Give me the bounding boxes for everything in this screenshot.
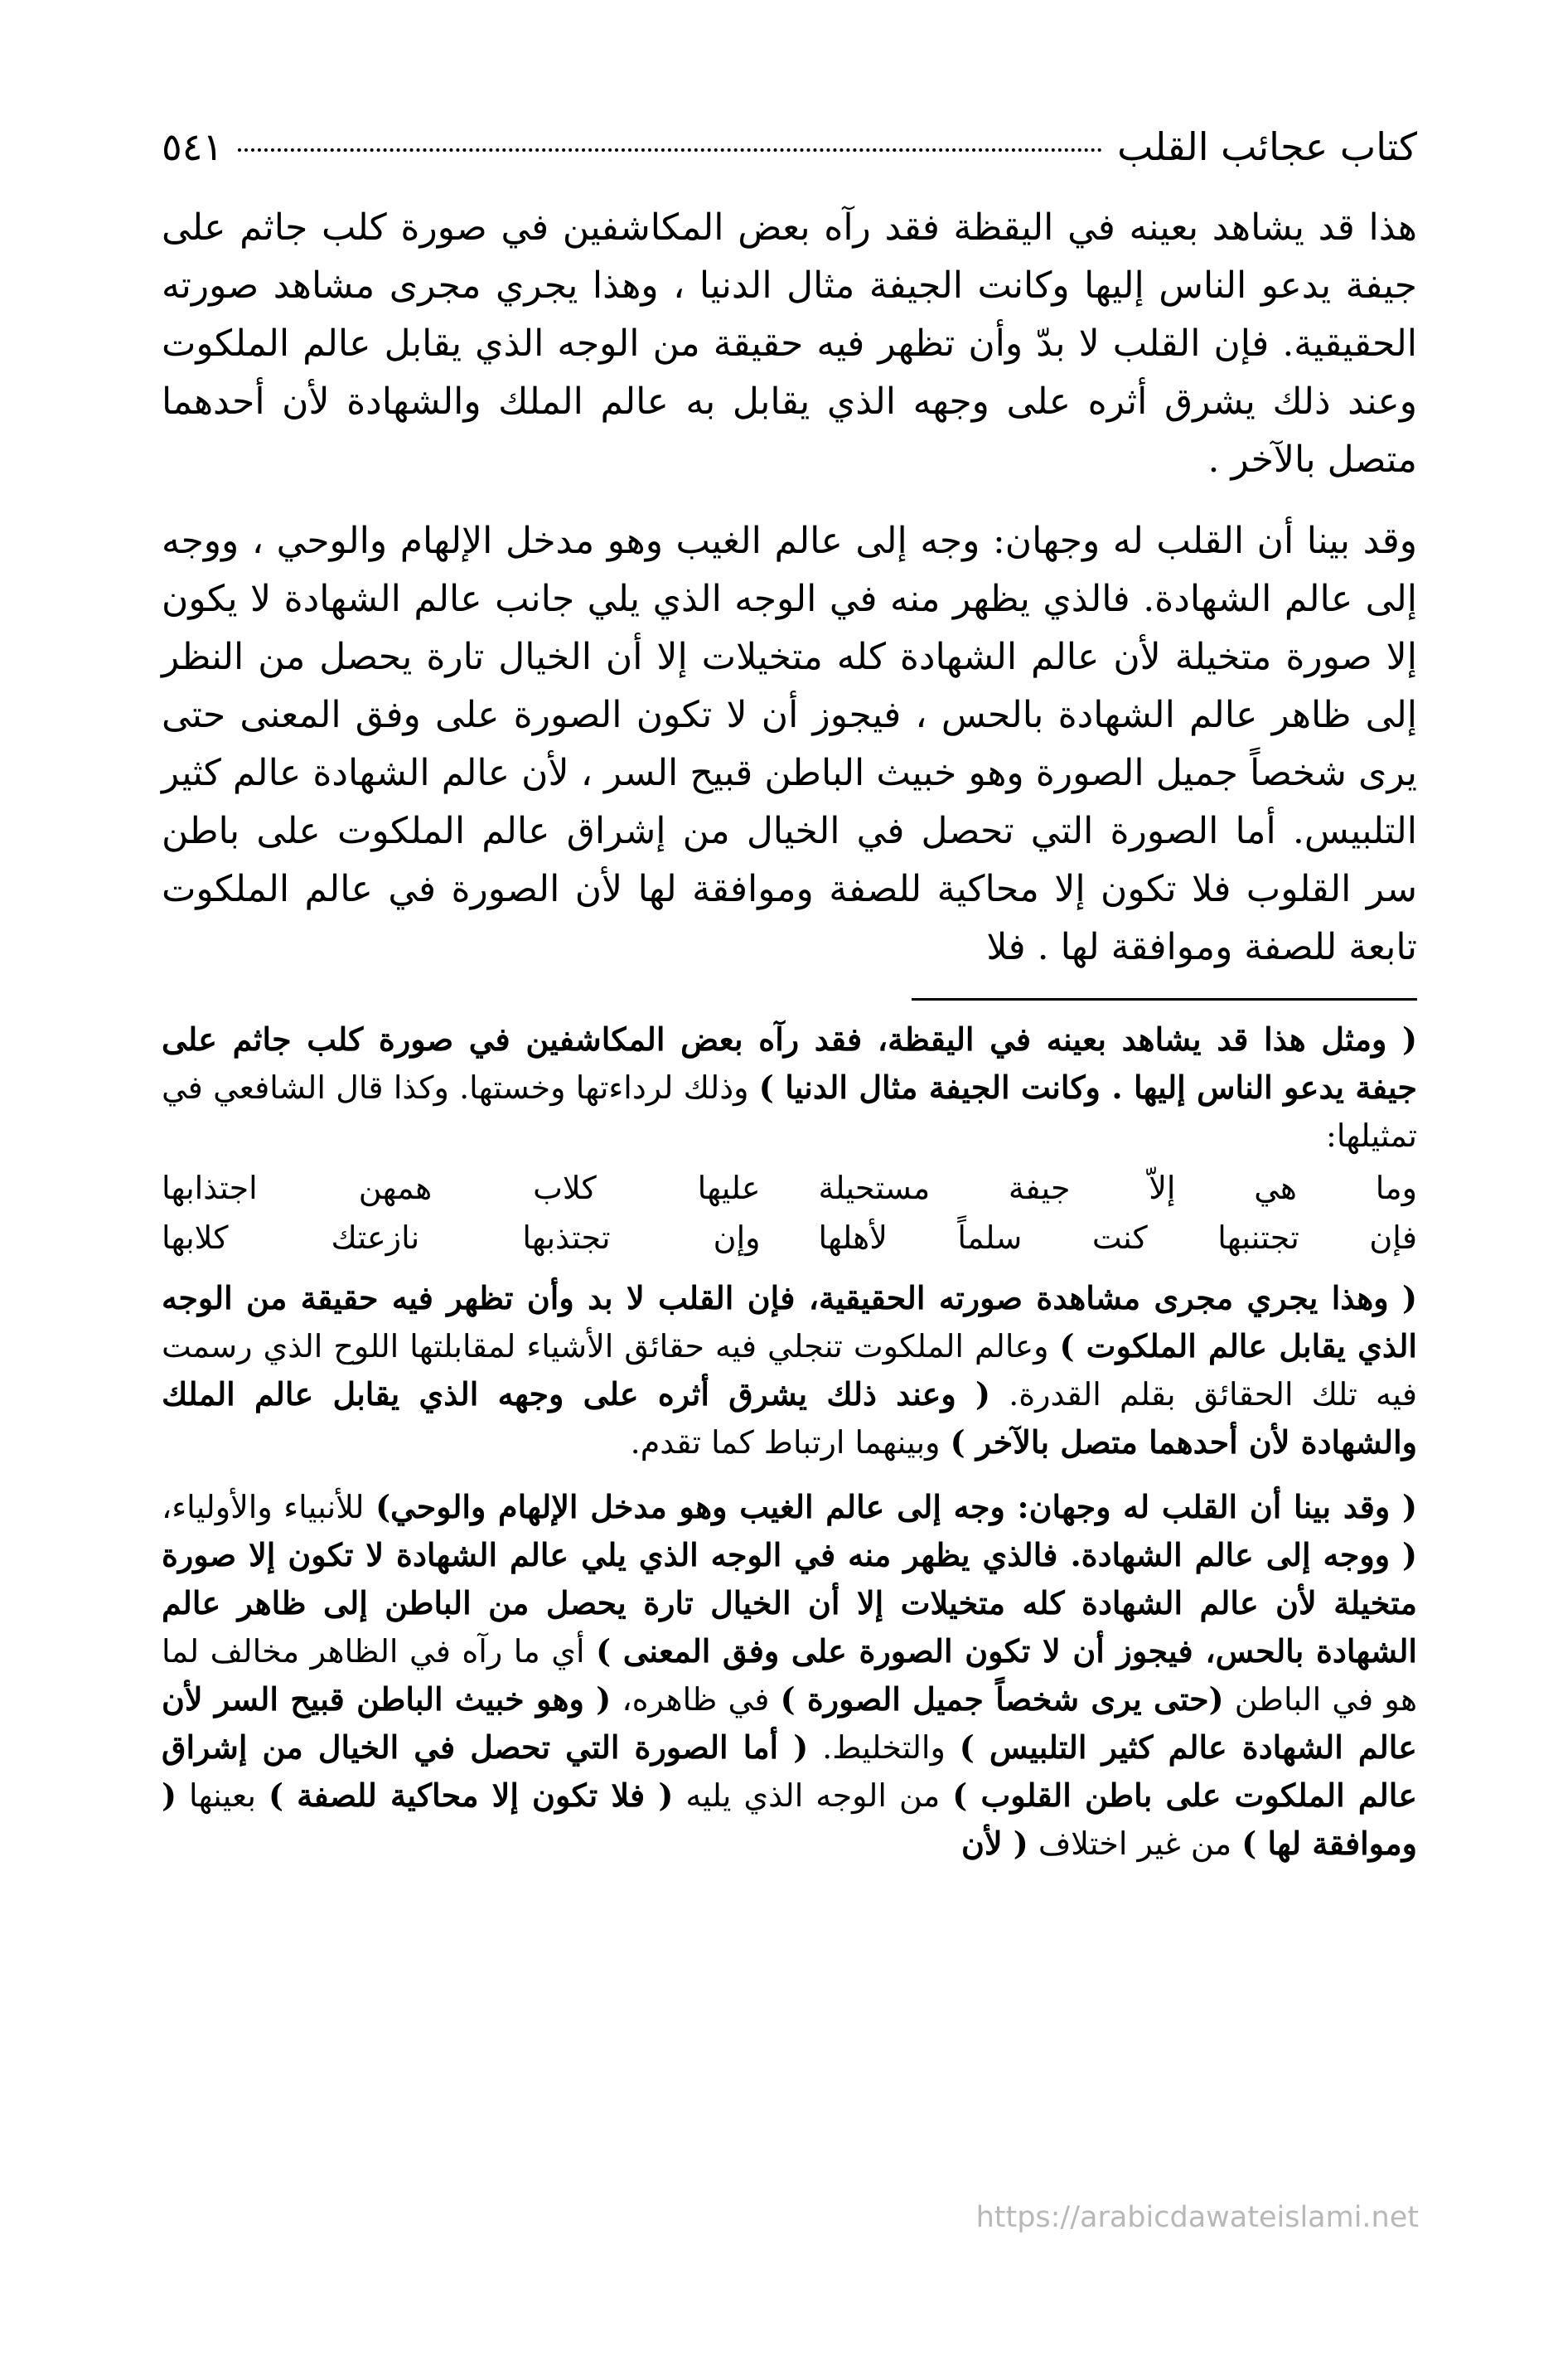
poem-line-2-first-hemistich: فإن تجتنبها كنت سلماً لأهلها (818, 1219, 1417, 1256)
book-page (162, 124, 1417, 1868)
commentary-paragraph-3 (162, 1483, 1417, 1868)
commentary (162, 1015, 1417, 1868)
page-number: ٥٤١ (162, 124, 224, 169)
poem-line-1-second-hemistich: عليها كلاب همهن اجتذابها (162, 1170, 761, 1206)
main-text (162, 199, 1417, 977)
main-paragraph-2: وقد بينا أن القلب له وجهان: وجه إلى عالم الغيب وهو مدخل الإلهام والوحي ، ووجه إلى عالم الشهادة. فالذي يظهر منه في الوجه الذي يلي جانب عالم الشهادة لا يكون إلا صورة متخيلة لأن عالم الشهادة كله متخيلات إلا أن الخيال تارة يحصل من النظر إلى ظاهر عالم الشهادة بالحس ، فيجوز أن لا تكون الصورة على وفق المعنى حتى يرى شخصاً جميل الصورة وهو خبيث الباطن قبيح السر ، لأن عالم الشهادة عالم كثير التلبيس. أما الصورة التي تحصل في الخيال من إشراق عالم الملكوت على باطن سر القلوب فلا تكون إلا محاكية للصفة وموافقة لها لأن الصورة في عالم الملكوت تابعة للصفة وموافقة لها . فلا (162, 520, 1417, 968)
commentary-text: وذلك لرداءتها وخستها. وكذا قال الشافعي في تمثيلها: (162, 1069, 1417, 1154)
commentary-text: في ظاهره، (611, 1681, 781, 1718)
quoted-text: (حتى يرى شخصاً جميل الصورة ) (780, 1680, 1224, 1718)
poem (162, 1163, 1417, 1263)
quoted-text: ( أما الصورة التي تحصل في الخيال من إشراق عالم الملكوت على باطن القلوب ) (162, 1728, 1417, 1814)
quoted-text: ( ومثل هذا قد يشاهد بعينه في اليقظة، فقد رآه بعض المكاشفين في صورة كلب جاثم على جيفة يدعو الناس إليها . وكانت الجيفة مثال الدنيا ) (162, 1020, 1417, 1106)
commentary-text: من غير اختلاف (1028, 1825, 1242, 1862)
commentary-paragraph-2 (162, 1274, 1417, 1466)
quoted-text: ( لأن (960, 1825, 1028, 1862)
quoted-text: ( وهذا يجري مجرى مشاهدة صورته الحقيقية، فإن القلب لا بد وأن تظهر فيه حقيقة من الوجه الذي يقابل عالم الملكوت ) (162, 1279, 1417, 1365)
commentary-text: بعينها (176, 1777, 269, 1814)
commentary-text: وعالم الملكوت تنجلي فيه حقائق الأشياء لمقابلتها اللوح الذي رسمت فيه تلك الحقائق بقلم القدرة. (162, 1328, 1417, 1413)
main-paragraph-1: هذا قد يشاهد بعينه في اليقظة فقد رآه بعض المكاشفين في صورة كلب جاثم على جيفة يدعو الناس إليها وكانت الجيفة مثال الدنيا ، وهذا يجري مجرى مشاهد صورته الحقيقية. فإن القلب لا بدّ وأن تظهر فيه حقيقة من الوجه الذي يقابل عالم الملكوت وعند ذلك يشرق أثره على وجهه الذي يقابل به عالم الملك والشهادة لأن أحدهما متصل بالآخر . (162, 206, 1417, 481)
commentary-text: والتخليط. (808, 1729, 960, 1766)
running-header (162, 124, 1417, 199)
commentary-paragraph-1 (162, 1015, 1417, 1160)
commentary-text: وبينهما ارتباط كما تقدم. (630, 1424, 951, 1461)
poem-line-1-first-hemistich: وما هي إلاّ جيفة مستحيلة (818, 1170, 1417, 1206)
commentary-text: أي ما رآه في الظاهر مخالف لما هو في الباطن (162, 1633, 1418, 1718)
header-dot-leader (238, 148, 1102, 152)
quoted-text: ( وهو خبيث الباطن قبيح السر لأن عالم الشهادة عالم كثير التلبيس ) (162, 1680, 1417, 1766)
watermark-url: https://arabicdawateislami.net (975, 2201, 1419, 2234)
footnote-divider (912, 998, 1417, 1001)
quoted-text: ( ووجه إلى عالم الشهادة. فالذي يظهر منه في الوجه الذي يلي عالم الشهادة لا تكون إلا صورة متخيلة لأن عالم الشهادة كله متخيلات إلا أن الخيال تارة يحصل من الباطن إلى ظاهر عالم الشهادة بالحس، فيجوز أن لا تكون الصورة على وفق المعنى ) (162, 1536, 1417, 1670)
quoted-text: ( وعند ذلك يشرق أثره على وجهه الذي يقابل عالم الملك والشهادة لأن أحدهما متصل بالآخر ) (162, 1375, 1417, 1461)
commentary-text: من الوجه الذي يليه (673, 1777, 953, 1814)
book-title: كتاب عجائب القلب (1117, 124, 1417, 169)
quoted-text: ( فلا تكون إلا محاكية للصفة ) (269, 1777, 674, 1814)
quoted-text: ( وقد بينا أن القلب له وجهان: وجه إلى عالم الغيب وهو مدخل الإلهام والوحي) (375, 1488, 1417, 1525)
commentary-text: للأنبياء والأولياء، (162, 1489, 376, 1525)
quoted-text: ( وموافقة لها ) (162, 1777, 1417, 1862)
poem-line-2-second-hemistich: وإن تجتذبها نازعتك كلابها (162, 1219, 761, 1256)
